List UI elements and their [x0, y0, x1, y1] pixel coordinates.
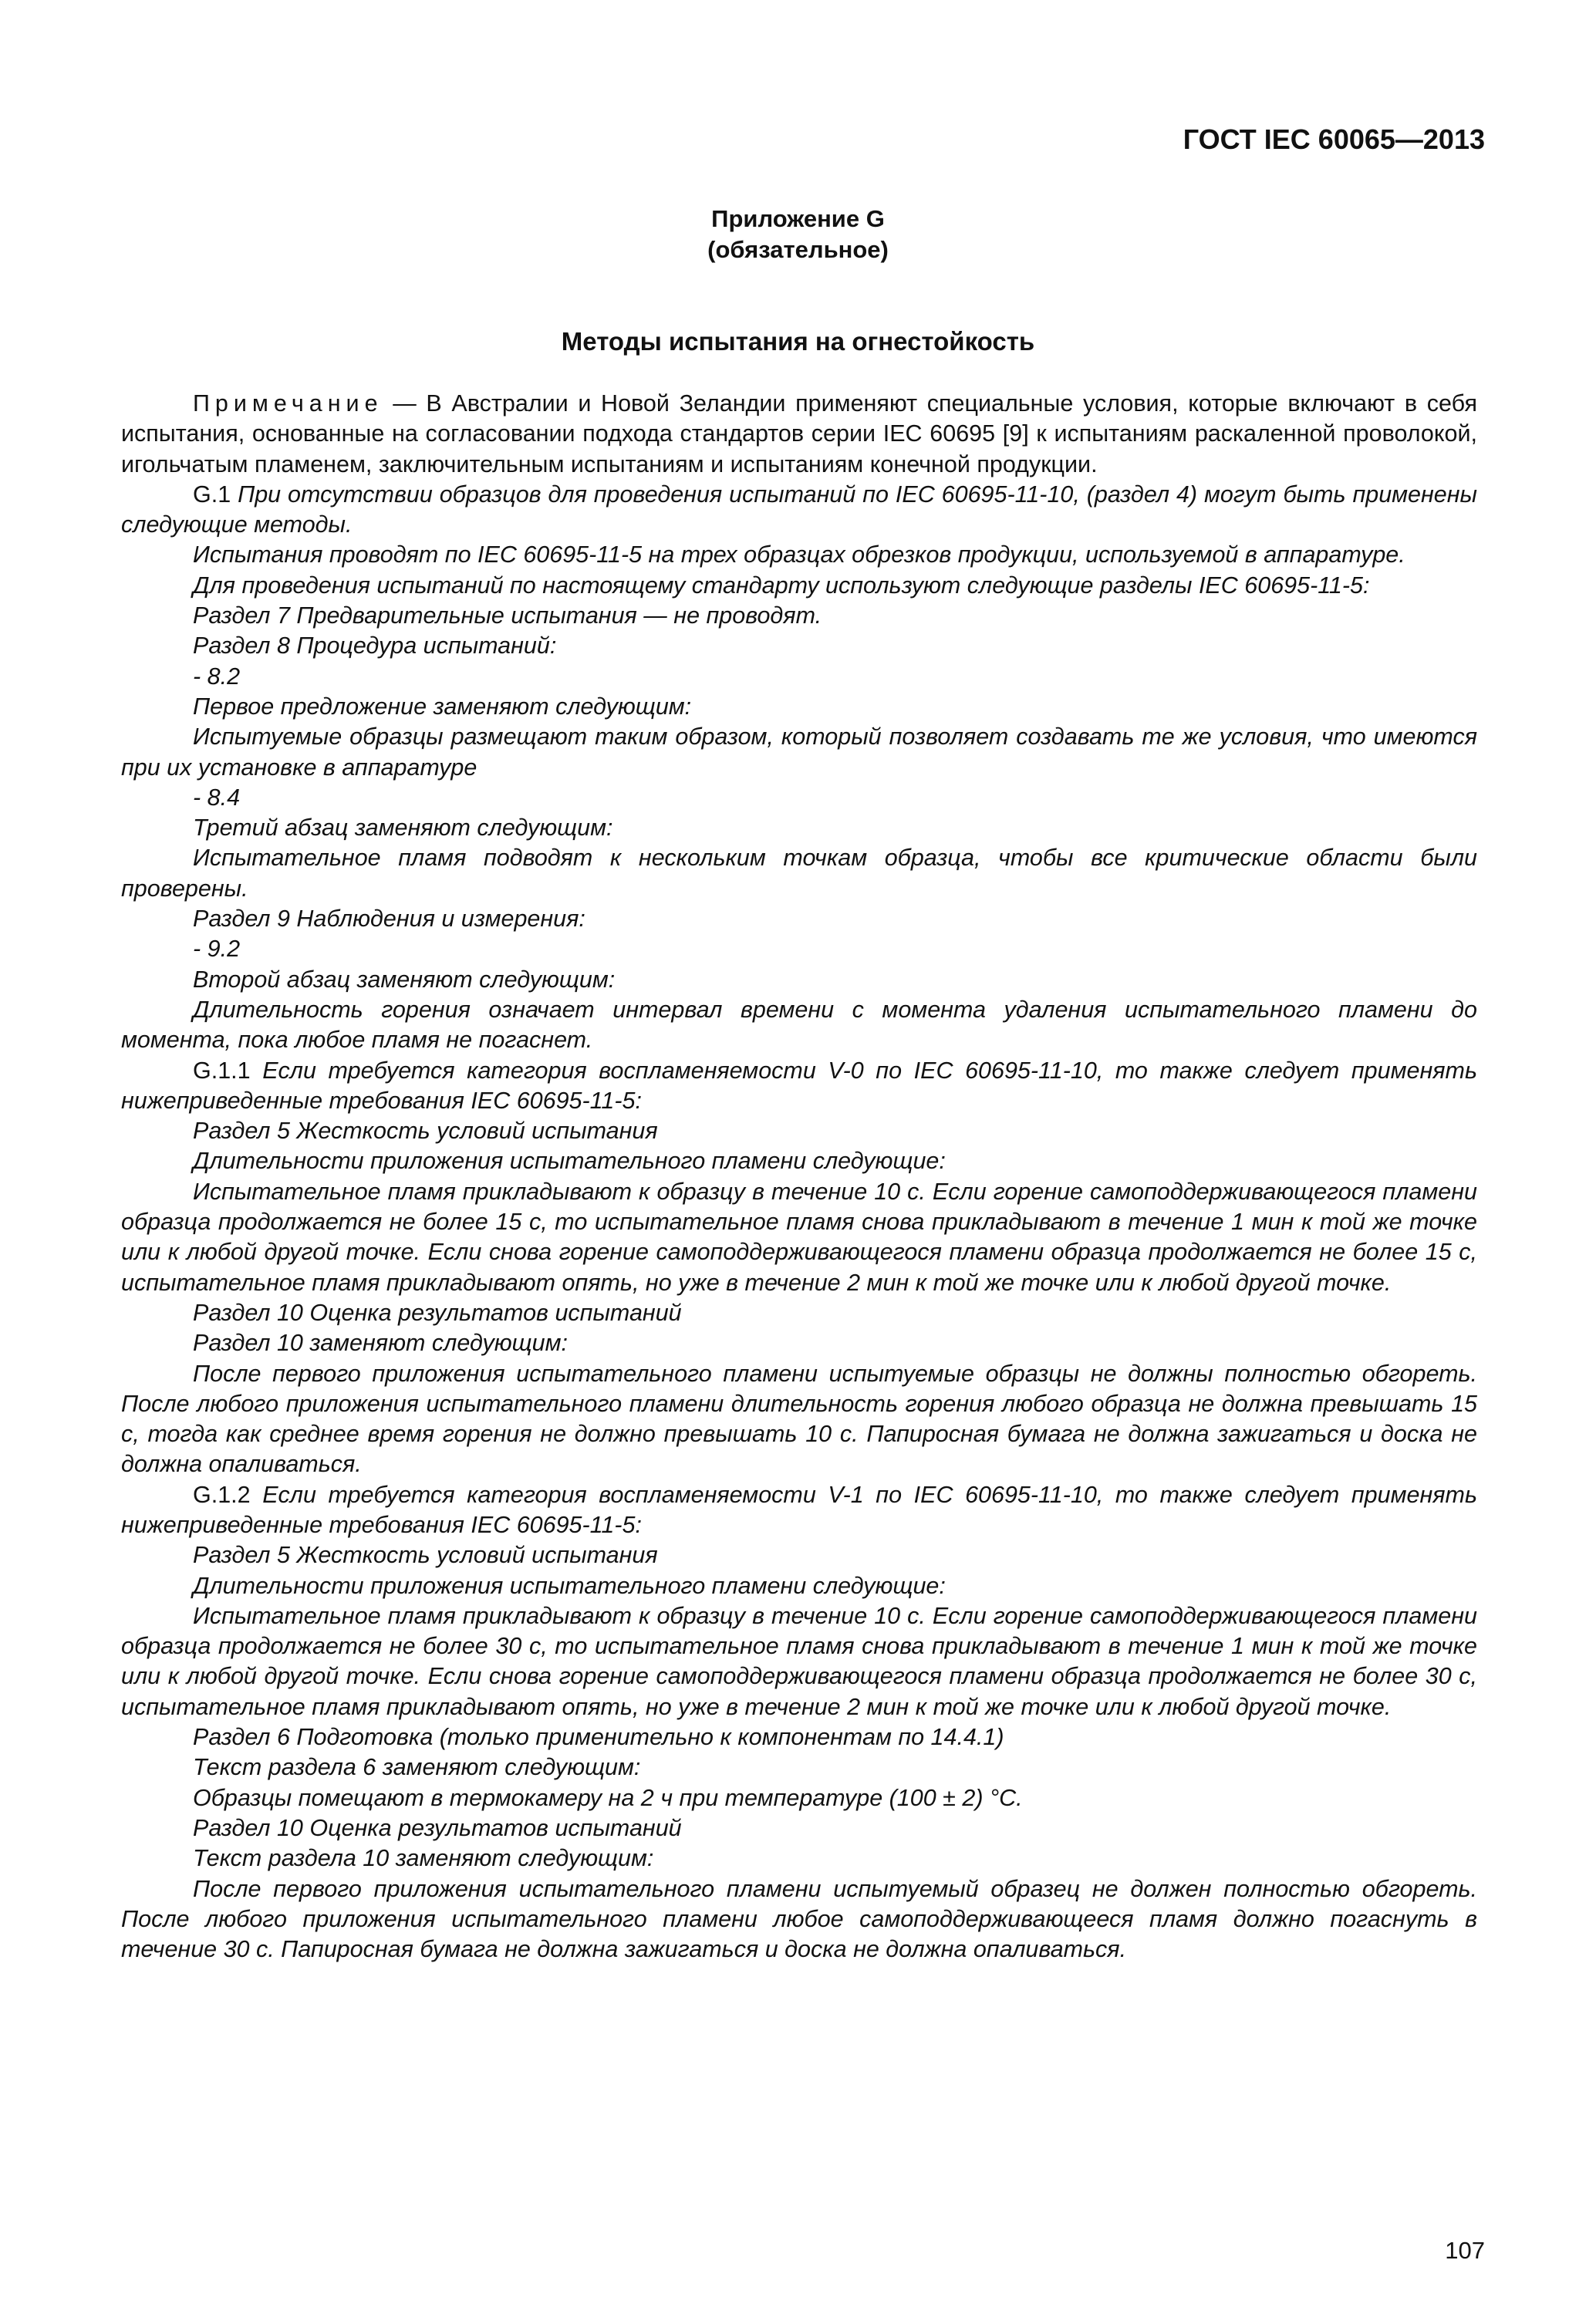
clause-text: Если требуется категория воспламеняемости V-0 по IEC 60695-11-10, то также следует применять нижеприведенные требования IEC 60695-11-5:: [121, 1057, 1478, 1114]
paragraph: Испытательное пламя прикладывают к образцу в течение 10 с. Если горение самоподдерживающегося пламени образца продолжается не более 15 с, то испытательное пламя снова прикладывают в течение 1 мин к той же точке или к любой другой точке. Если снова горение самоподдерживающегося пламени образца продолжается не более 15 с, испытательное пламя прикладывают опять, но уже в течение 2 мин к той же точке или к любой другой точке.: [121, 1178, 1477, 1296]
paragraph: Раздел 7 Предварительные испытания — не проводят.: [193, 602, 822, 629]
paragraph: Второй абзац заменяют следующим:: [193, 966, 616, 993]
paragraph: Текст раздела 10 заменяют следующим:: [193, 1845, 654, 1872]
paragraph: - 8.2: [193, 663, 241, 690]
paragraph: Длительность горения означает интервал времени с момента удаления испытательного пламени до момента, пока любое пламя не погаснет.: [121, 996, 1477, 1054]
paragraph: - 9.2: [193, 936, 241, 963]
clause-text: Если требуется категория воспламеняемости V-1 по IEC 60695-11-10, то также следует применять нижеприведенные требования IEC 60695-11-5:: [121, 1481, 1478, 1538]
annex-heading: [0, 204, 1596, 265]
paragraph: После первого приложения испытательного пламени испытуемые образцы не должны полностью обгореть. После любого приложения испытательного пламени длительность горения любого образца не должна превышать 15 с, тогда как среднее время горения не должно превышать 10 с. Папиросная бумага не должна зажигаться и доска не должна опаливаться.: [121, 1360, 1477, 1478]
paragraph: Текст раздела 6 заменяют следующим:: [193, 1754, 641, 1781]
paragraph: Раздел 5 Жесткость условий испытания: [193, 1542, 658, 1569]
paragraph: После первого приложения испытательного пламени испытуемый образец не должен полностью обгореть. После любого приложения испытательного пламени любое самоподдерживающееся пламя должно погаснуть в течение 30 с. Папиросная бумага не должна зажигаться и доска не должна опаливаться.: [121, 1875, 1477, 1963]
clause-text: При отсутствии образцов для проведения испытаний по IEC 60695-11-10, (раздел 4) могут быть применены следующие методы.: [121, 481, 1477, 538]
paragraph: Испытательное пламя прикладывают к образцу в течение 10 с. Если горение самоподдерживающегося пламени образца продолжается не более 30 с, то испытательное пламя снова прикладывают в течение 1 мин к той же точке или к любой другой точке. Если снова горение самоподдерживающегося пламени образца продолжается не более 30 с, испытательное пламя прикладывают опять, но уже в течение 2 мин к той же точке или к любой другой точке.: [121, 1602, 1477, 1720]
document-header: ГОСТ IEC 60065—2013: [1183, 123, 1485, 155]
paragraph: Длительности приложения испытательного пламени следующие:: [193, 1572, 946, 1599]
paragraph: Третий абзац заменяют следующим:: [193, 815, 613, 842]
paragraph: Раздел 10 Оценка результатов испытаний: [193, 1814, 682, 1841]
paragraph: Первое предложение заменяют следующим:: [193, 693, 692, 720]
paragraph: Испытания проводят по IEC 60695-11-5 на трех образцах обрезков продукции, используемой в аппаратуре.: [193, 541, 1405, 568]
paragraph: Раздел 6 Подготовка (только применительно к компонентам по 14.4.1): [193, 1724, 1004, 1751]
paragraph: Раздел 10 заменяют следующим:: [193, 1330, 568, 1357]
annex-label: Приложение G: [711, 205, 885, 232]
note-text: — В Австралии и Новой Зеландии применяют специальные условия, которые включают в себя испытания, основанные на согласовании подхода стандартов серии IEC 60695 [9] к испытаниям раскаленной проволокой, игольчатым пламенем, заключительным испытаниям и испытаниям конечной продукции.: [121, 390, 1477, 477]
paragraph: Раздел 5 Жесткость условий испытания: [193, 1118, 658, 1145]
clause-number: G.1.2: [193, 1481, 263, 1508]
paragraph: Образцы помещают в термокамеру на 2 ч при температуре (100 ± 2) °С.: [193, 1784, 1023, 1811]
clause-number: G.1: [193, 481, 238, 508]
clause-g1-2: [121, 1480, 1477, 1541]
paragraph: Раздел 10 Оценка результатов испытаний: [193, 1299, 682, 1326]
section-title: Методы испытания на огнестойкость: [561, 327, 1035, 356]
paragraph: Раздел 9 Наблюдения и измерения:: [193, 906, 585, 933]
paragraph: - 8.4: [193, 784, 241, 811]
note-paragraph: [121, 389, 1477, 480]
paragraph: Раздел 8 Процедура испытаний:: [193, 632, 557, 659]
clause-g1-1: [121, 1056, 1477, 1117]
paragraph: Длительности приложения испытательного пламени следующие:: [193, 1148, 946, 1175]
document-body: [121, 389, 1477, 1965]
note-label: Примечание: [193, 390, 383, 417]
clause-g1: [121, 480, 1477, 541]
paragraph: Испытательное пламя подводят к нескольким точкам образца, чтобы все критические области были проверены.: [121, 845, 1477, 902]
annex-status: (обязательное): [707, 236, 889, 263]
paragraph: Для проведения испытаний по настоящему стандарту используют следующие разделы IEC 60695-11-5:: [193, 572, 1370, 599]
page-number: 107: [1445, 2237, 1485, 2264]
paragraph: Испытуемые образцы размещают таким образом, который позволяет создавать те же условия, что имеются при их установке в аппаратуре: [121, 724, 1477, 781]
clause-number: G.1.1: [193, 1057, 263, 1084]
